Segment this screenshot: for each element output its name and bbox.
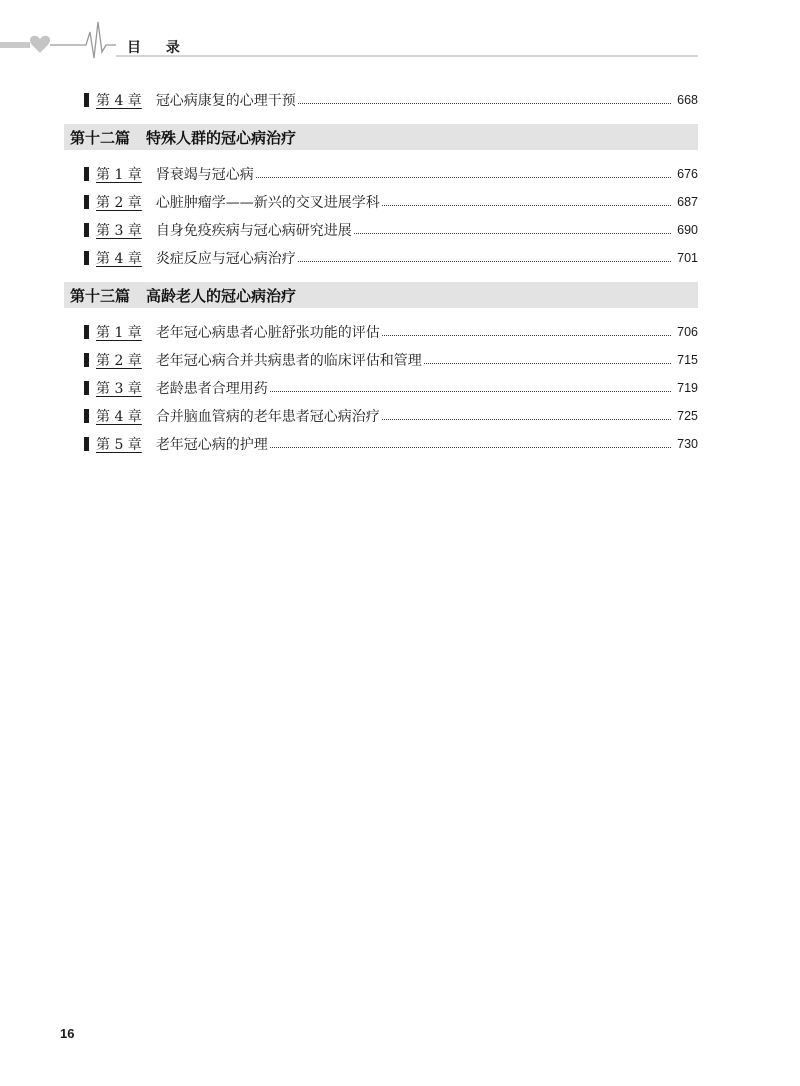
table-of-contents [64, 86, 698, 458]
chapter-number: 第 1 章 [96, 325, 142, 341]
chapter-page-number: 725 [677, 409, 698, 423]
chapter-number: 第 2 章 [96, 353, 142, 369]
toc-entry[interactable] [64, 402, 698, 430]
part-heading [64, 282, 698, 308]
chapter-page-number: 715 [677, 353, 698, 367]
chapter-page-number: 690 [677, 223, 698, 237]
bullet-bar-icon [84, 325, 89, 339]
chapter-page-number: 687 [677, 195, 698, 209]
page-number: 16 [60, 1026, 75, 1041]
heart-icon [30, 36, 50, 53]
dot-leader [270, 391, 671, 392]
bullet-bar-icon [84, 381, 89, 395]
chapter-title: 老年冠心病的护理 [155, 437, 268, 453]
running-header-title: 目 录 [127, 40, 190, 56]
dot-leader [382, 419, 671, 420]
chapter-title: 冠心病康复的心理干预 [155, 93, 296, 109]
dot-leader [354, 233, 671, 234]
chapter-page-number: 668 [677, 93, 698, 107]
dot-leader [270, 447, 671, 448]
toc-entry[interactable] [64, 374, 698, 402]
bullet-bar-icon [84, 195, 89, 209]
chapter-page-number: 730 [677, 437, 698, 451]
dot-leader [298, 103, 671, 104]
chapter-page-number: 706 [677, 325, 698, 339]
chapter-number: 第 4 章 [96, 409, 142, 425]
chapter-number: 第 2 章 [96, 195, 142, 211]
chapter-title: 老年冠心病患者心脏舒张功能的评估 [155, 325, 380, 341]
toc-entry[interactable] [64, 430, 698, 458]
dot-leader [382, 335, 671, 336]
bullet-bar-icon [84, 409, 89, 423]
toc-entry[interactable] [64, 346, 698, 374]
chapter-title: 肾衰竭与冠心病 [155, 167, 254, 183]
toc-entry[interactable] [64, 216, 698, 244]
chapter-page-number: 676 [677, 167, 698, 181]
header-heartbeat-graphic [0, 18, 700, 78]
chapter-number: 第 4 章 [96, 93, 142, 109]
chapter-title: 老年冠心病合并共病患者的临床评估和管理 [155, 353, 422, 369]
part-title: 特殊人群的冠心病治疗 [146, 128, 297, 147]
chapter-title: 合并脑血管病的老年患者冠心病治疗 [155, 409, 380, 425]
dot-leader [424, 363, 671, 364]
part-number: 第十二篇 [70, 128, 131, 147]
dot-leader [256, 177, 671, 178]
chapter-number: 第 5 章 [96, 437, 142, 453]
bullet-bar-icon [84, 353, 89, 367]
part-title: 高龄老人的冠心病治疗 [146, 286, 297, 305]
toc-entry[interactable] [64, 86, 698, 114]
dot-leader [298, 261, 671, 262]
chapter-title: 心脏肿瘤学——新兴的交叉进展学科 [155, 195, 380, 211]
part-heading [64, 124, 698, 150]
chapter-number: 第 3 章 [96, 381, 142, 397]
chapter-title: 老龄患者合理用药 [155, 381, 268, 397]
chapter-number: 第 3 章 [96, 223, 142, 239]
chapter-title: 自身免疫疾病与冠心病研究进展 [155, 223, 352, 239]
heartbeat-line-icon [50, 22, 116, 58]
bullet-bar-icon [84, 93, 89, 107]
bullet-bar-icon [84, 437, 89, 451]
chapter-title: 炎症反应与冠心病治疗 [155, 251, 296, 267]
chapter-page-number: 701 [677, 251, 698, 265]
toc-entry[interactable] [64, 244, 698, 272]
bullet-bar-icon [84, 223, 89, 237]
toc-entry[interactable] [64, 160, 698, 188]
toc-entry[interactable] [64, 318, 698, 346]
bullet-bar-icon [84, 167, 89, 181]
dot-leader [382, 205, 671, 206]
chapter-number: 第 4 章 [96, 251, 142, 267]
bullet-bar-icon [84, 251, 89, 265]
chapter-number: 第 1 章 [96, 167, 142, 183]
chapter-page-number: 719 [677, 381, 698, 395]
part-number: 第十三篇 [70, 286, 131, 305]
toc-entry[interactable] [64, 188, 698, 216]
